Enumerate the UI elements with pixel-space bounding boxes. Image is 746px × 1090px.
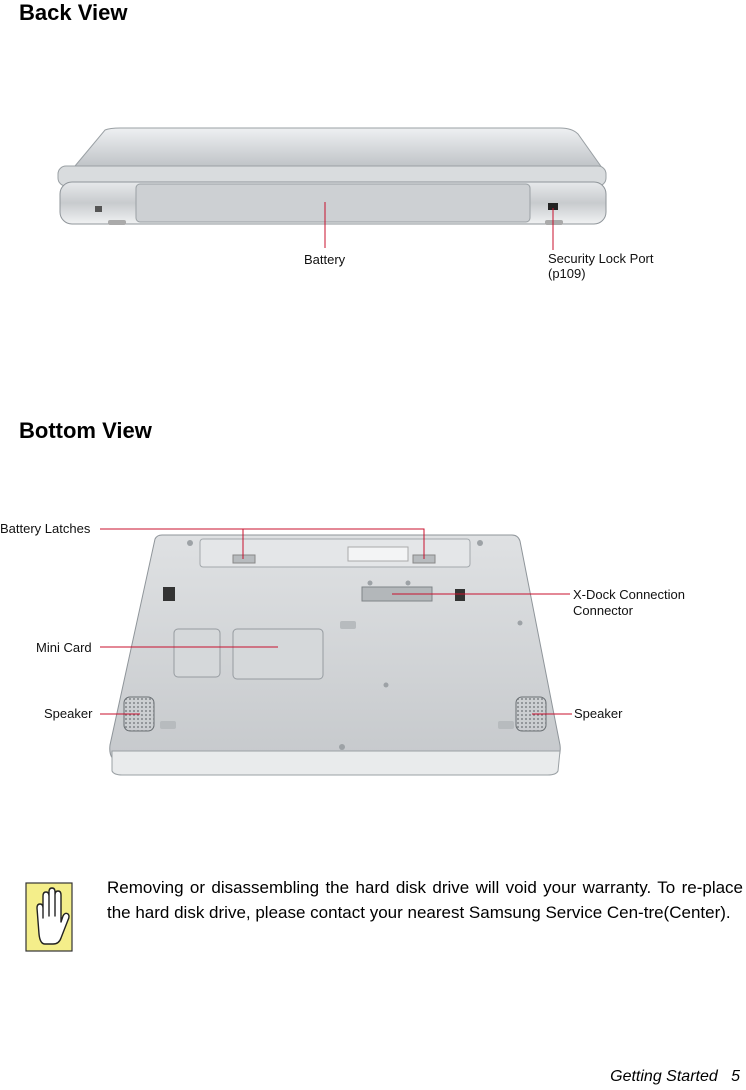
screw	[518, 621, 523, 626]
screw	[339, 744, 345, 750]
screw	[187, 540, 193, 546]
side-latch	[163, 587, 175, 601]
foot	[160, 721, 176, 729]
mini-card-label: Mini Card	[36, 640, 92, 655]
security-lock-page-ref: (p109)	[548, 266, 586, 281]
battery-pack	[136, 184, 530, 222]
battery-latches-label: Battery Latches	[0, 521, 91, 536]
right-speaker-label: Speaker	[574, 706, 623, 721]
foot	[108, 220, 126, 225]
page-footer: Getting Started 5	[610, 1068, 740, 1085]
foot	[340, 621, 356, 629]
bottom-view-figure	[0, 525, 746, 785]
left-port	[95, 206, 102, 212]
battery-latch	[233, 555, 255, 563]
xdock-label-line2: Connector	[573, 603, 633, 618]
security-lock-label: Security Lock Port	[548, 251, 654, 266]
screw	[406, 581, 411, 586]
lid	[70, 128, 605, 172]
xdock-latch	[455, 589, 465, 601]
small-cover	[174, 629, 220, 677]
warranty-note: Removing or disassembling the hard disk drive will void your warranty. To re-place the hard disk drive, please contact your nearest Samsung Service Cen-tre(Center).	[107, 878, 743, 922]
battery-label: Battery	[304, 252, 346, 267]
left-speaker-label: Speaker	[44, 706, 93, 721]
back-view-heading: Back View	[19, 0, 128, 25]
foot	[545, 220, 563, 225]
front-edge	[112, 751, 560, 775]
screw	[368, 581, 373, 586]
screw	[384, 683, 389, 688]
hand-stop-icon	[25, 882, 73, 952]
screw	[477, 540, 483, 546]
foot	[498, 721, 514, 729]
label-sticker	[348, 547, 408, 561]
xdock-label: X-Dock Connection	[573, 587, 685, 602]
bottom-view-heading: Bottom View	[19, 418, 152, 443]
mini-card-cover	[233, 629, 323, 679]
